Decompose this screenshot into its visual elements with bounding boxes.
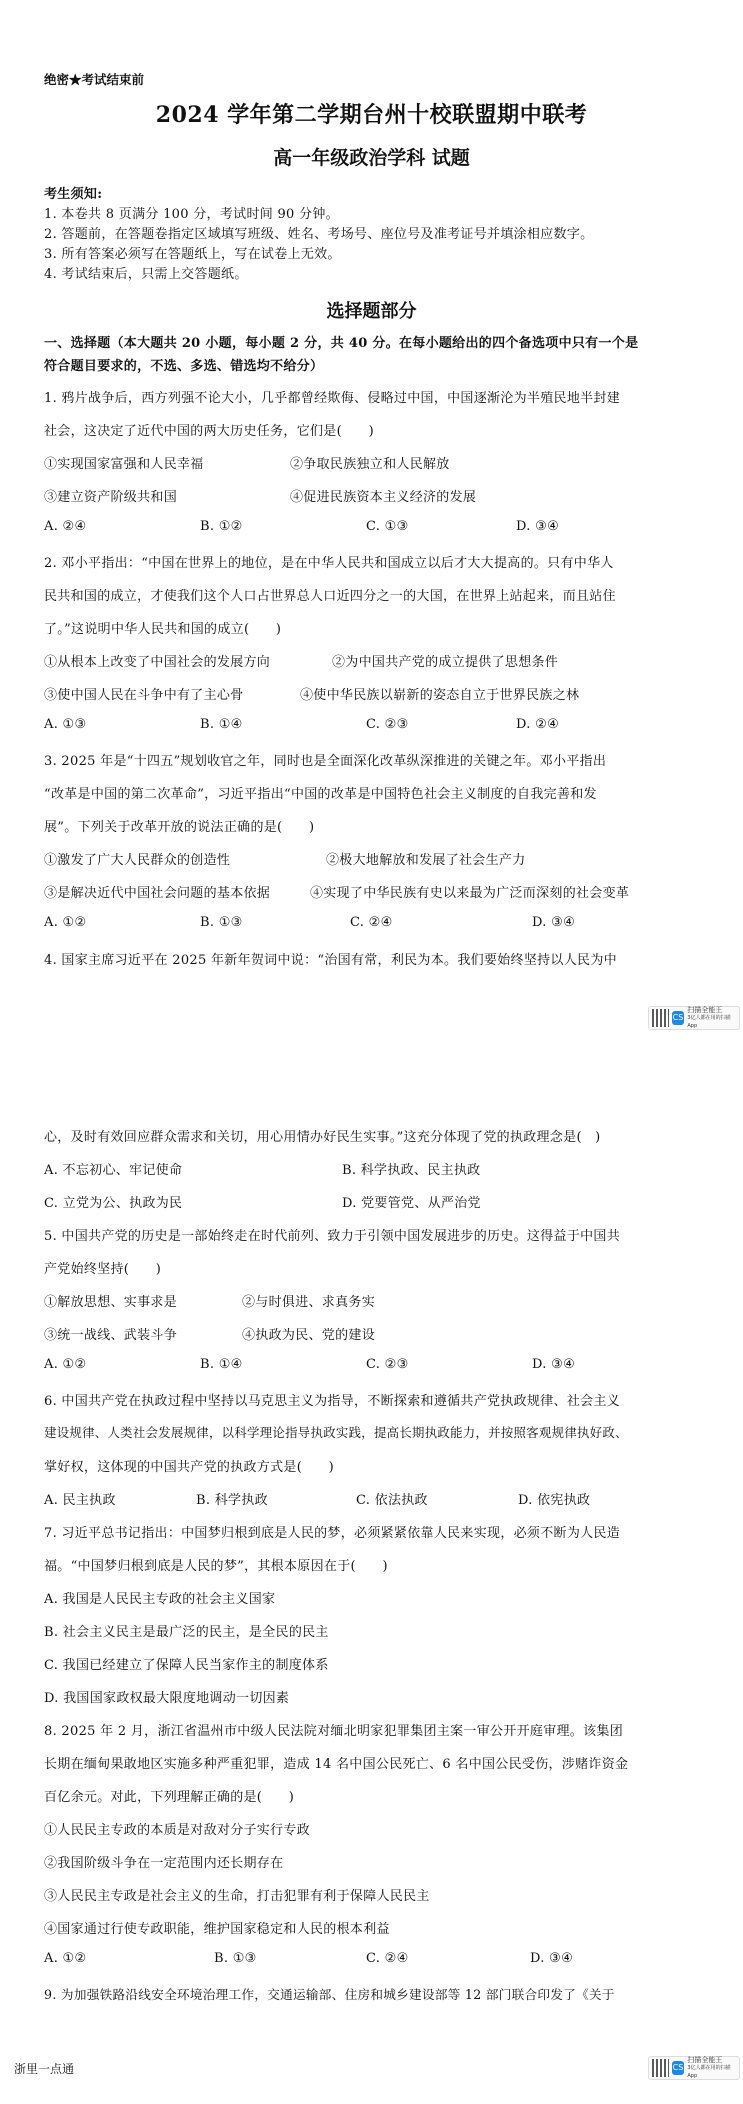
- question-4-stem: 4. 国家主席习近平在 2025 年新年贺词中说：“治国有常，利民为本。我们要始终坚持以人民为中: [44, 953, 617, 968]
- q3-option-a: A. ①②: [44, 915, 87, 930]
- question-9-stem: 9. 为加强铁路沿线安全环境治理工作，交通运输部、住房和城乡建设部等 12 部门联合印发了《关于: [44, 1987, 615, 2002]
- q7-option-d: D. 我国国家政权最大限度地调动一切因素: [44, 1691, 290, 1706]
- q8-option-c: C. ②④: [366, 1951, 409, 1966]
- q8-option-b: B. ①③: [214, 1951, 257, 1966]
- q3-statement-1: ①激发了广大人民群众的创造性: [44, 853, 231, 868]
- q1-statement-4: ④促进民族资本主义经济的发展: [290, 490, 477, 505]
- q3-statement-2: ②极大地解放和发展了社会生产力: [326, 853, 526, 868]
- section-instruction: 符合题目要求的，不选、多选、错选均不给分）: [44, 359, 324, 374]
- watermark-text: 扫描全能王: [687, 2056, 723, 2064]
- q3-option-c: C. ②④: [350, 915, 393, 930]
- question-2-stem: 了。”这说明中华人民共和国的成立( ): [44, 622, 282, 637]
- note-item: 2. 答题前，在答题卷指定区域填写班级、姓名、考场号、座位号及准考证号并填涂相应数字。: [44, 227, 594, 242]
- q8-statement-3: ③人民民主专政是社会主义的生命，打击犯罪有利于保障人民民主: [44, 1889, 430, 1904]
- section-title: 选择题部分: [326, 301, 417, 322]
- q1-statement-2: ②争取民族独立和人民解放: [290, 457, 450, 472]
- q3-option-b: B. ①③: [200, 915, 243, 930]
- watermark-text: 扫描全能王: [687, 1006, 723, 1014]
- note-item: 1. 本卷共 8 页满分 100 分，考试时间 90 分钟。: [44, 207, 339, 222]
- scanner-watermark: [648, 1006, 740, 1030]
- question-1-stem: 1. 鸦片战争后，西方列强不论大小，几乎都曾经欺侮、侵略过中国，中国逐渐沦为半殖民地半封建: [44, 391, 621, 406]
- q4-option-d: D. 党要管党、从严治党: [342, 1196, 481, 1211]
- q8-statement-1: ①人民民主专政的本质是对敌对分子实行专政: [44, 1823, 311, 1838]
- qr-code-icon: [652, 2059, 669, 2077]
- q1-option-c: C. ①③: [366, 519, 409, 534]
- exam-subtitle: 高一年级政治学科 试题: [273, 147, 470, 169]
- q8-statement-2: ②我国阶级斗争在一定范围内还长期存在: [44, 1856, 284, 1871]
- question-8-stem: 8. 2025 年 2 月，浙江省温州市中级人民法院对缅北明家犯罪集团主案一审公开开庭审理。该集团: [44, 1724, 623, 1739]
- q4-option-c: C. 立党为公、执政为民: [44, 1196, 183, 1211]
- q2-statement-1: ①从根本上改变了中国社会的发展方向: [44, 655, 271, 670]
- watermark-subtext: 3亿人都在用的扫描App: [687, 2065, 731, 2079]
- question-6-stem: 6. 中国共产党在执政过程中坚持以马克思主义为指导，不断探索和遵循共产党执政规律、社会主义: [44, 1394, 621, 1409]
- section-instruction: 一、选择题（本大题共 20 小题，每小题 2 分，共 40 分。在每小题给出的四个备选项中只有一个是: [44, 336, 639, 351]
- question-1-stem: 社会，这决定了近代中国的两大历史任务，它们是( ): [44, 424, 374, 439]
- q6-option-d: D. 依宪执政: [518, 1493, 591, 1508]
- question-6-stem: 掌好权，这体现的中国共产党的执政方式是( ): [44, 1460, 335, 1475]
- q7-option-a: A. 我国是人民民主专政的社会主义国家: [44, 1592, 276, 1607]
- note-item: 4. 考试结束后，只需上交答题纸。: [44, 267, 248, 282]
- footer-source: 浙里一点通: [14, 2062, 75, 2076]
- question-3-stem: 3. 2025 年是“十四五”规划收官之年，同时也是全面深化改革纵深推进的关键之年。邓小平指出: [44, 754, 607, 769]
- exam-title: 2024 学年第二学期台州十校联盟期中联考: [155, 102, 588, 128]
- q7-option-b: B. 社会主义民主是最广泛的民主，是全民的民主: [44, 1625, 329, 1640]
- q2-option-d: D. ②④: [516, 717, 560, 732]
- camscanner-logo-icon: CS: [672, 2061, 685, 2075]
- question-3-stem: 展”。下列关于改革开放的说法正确的是( ): [44, 820, 315, 835]
- q2-statement-3: ③使中国人民在斗争中有了主心骨: [44, 688, 244, 703]
- notes-heading: 考生须知:: [44, 187, 103, 202]
- question-7-stem: 福。“中国梦归根到底是人民的梦”，其根本原因在于( ): [44, 1559, 388, 1574]
- question-2-stem: 民共和国的成立，才使我们这个人口占世界总人口近四分之一的大国，在世界上站起来，而且站住: [44, 589, 616, 604]
- q2-option-c: C. ②③: [366, 717, 409, 732]
- q2-option-b: B. ①④: [200, 717, 243, 732]
- question-8-stem: 长期在缅甸果敢地区实施多种严重犯罪，造成 14 名中国公民死亡、6 名中国公民受伤，涉赌诈资金: [44, 1757, 629, 1772]
- q2-statement-2: ②为中国共产党的成立提供了思想条件: [332, 655, 559, 670]
- q6-option-c: C. 依法执政: [356, 1493, 428, 1508]
- q4-option-a: A. 不忘初心、牢记使命: [44, 1163, 183, 1178]
- q8-option-d: D. ③④: [530, 1951, 574, 1966]
- q2-statement-4: ④使中华民族以崭新的姿态自立于世界民族之林: [300, 688, 580, 703]
- q6-option-b: B. 科学执政: [196, 1493, 268, 1508]
- question-8-stem: 百亿余元。对此，下列理解正确的是( ): [44, 1790, 295, 1805]
- q5-statement-2: ②与时俱进、求真务实: [242, 1295, 376, 1310]
- q5-option-c: C. ②③: [366, 1357, 409, 1372]
- q6-option-a: A. 民主执政: [44, 1493, 116, 1508]
- question-7-stem: 7. 习近平总书记指出：中国梦归根到底是人民的梦，必须紧紧依靠人民来实现，必须不断为人民造: [44, 1526, 621, 1541]
- q1-option-a: A. ②④: [44, 519, 87, 534]
- question-5-stem: 产党始终坚持( ): [44, 1262, 162, 1277]
- question-3-stem: “改革是中国的第二次革命”，习近平指出“中国的改革是中国特色社会主义制度的自我完善和发: [44, 787, 597, 802]
- q1-statement-3: ③建立资产阶级共和国: [44, 490, 178, 505]
- scanner-watermark: [648, 2056, 740, 2080]
- q5-option-b: B. ①④: [200, 1357, 243, 1372]
- q1-option-d: D. ③④: [516, 519, 560, 534]
- q7-option-c: C. 我国已经建立了保障人民当家作主的制度体系: [44, 1658, 329, 1673]
- question-2-stem: 2. 邓小平指出：“中国在世界上的地位，是在中华人民共和国成立以后才大大提高的。只有中华人: [44, 556, 614, 571]
- camscanner-logo-icon: CS: [672, 1011, 685, 1025]
- note-item: 3. 所有答案必须写在答题纸上，写在试卷上无效。: [44, 247, 341, 262]
- q3-option-d: D. ③④: [532, 915, 576, 930]
- q3-statement-4: ④实现了中华民族有史以来最为广泛而深刻的社会变革: [310, 886, 630, 901]
- q5-statement-1: ①解放思想、实事求是: [44, 1295, 178, 1310]
- q4-option-b: B. 科学执政、民主执政: [342, 1163, 481, 1178]
- q8-statement-4: ④国家通过行使专政职能，维护国家稳定和人民的根本利益: [44, 1922, 390, 1937]
- q5-option-d: D. ③④: [532, 1357, 576, 1372]
- question-5-stem: 5. 中国共产党的历史是一部始终走在时代前列、致力于引领中国发展进步的历史。这得益于中国共: [44, 1229, 621, 1244]
- q1-option-b: B. ①②: [200, 519, 243, 534]
- q5-statement-4: ④执政为民、党的建设: [242, 1328, 376, 1343]
- confidential-label: 绝密★考试结束前: [44, 72, 145, 87]
- q5-option-a: A. ①②: [44, 1357, 87, 1372]
- question-6-stem: 建设规律、人类社会发展规律，以科学理论指导执政实践，提高长期执政能力，并按照客观规律执好政、: [44, 1425, 628, 1440]
- q5-statement-3: ③统一战线、武装斗争: [44, 1328, 178, 1343]
- question-4-stem: 心，及时有效回应群众需求和关切，用心用情办好民生实事。”这充分体现了党的执政理念是( ): [44, 1130, 601, 1145]
- q2-option-a: A. ①③: [44, 717, 87, 732]
- qr-code-icon: [652, 1009, 669, 1027]
- q8-option-a: A. ①②: [44, 1951, 87, 1966]
- watermark-subtext: 3亿人都在用的扫描App: [687, 1015, 731, 1029]
- q3-statement-3: ③是解决近代中国社会问题的基本依据: [44, 886, 271, 901]
- q1-statement-1: ①实现国家富强和人民幸福: [44, 457, 204, 472]
